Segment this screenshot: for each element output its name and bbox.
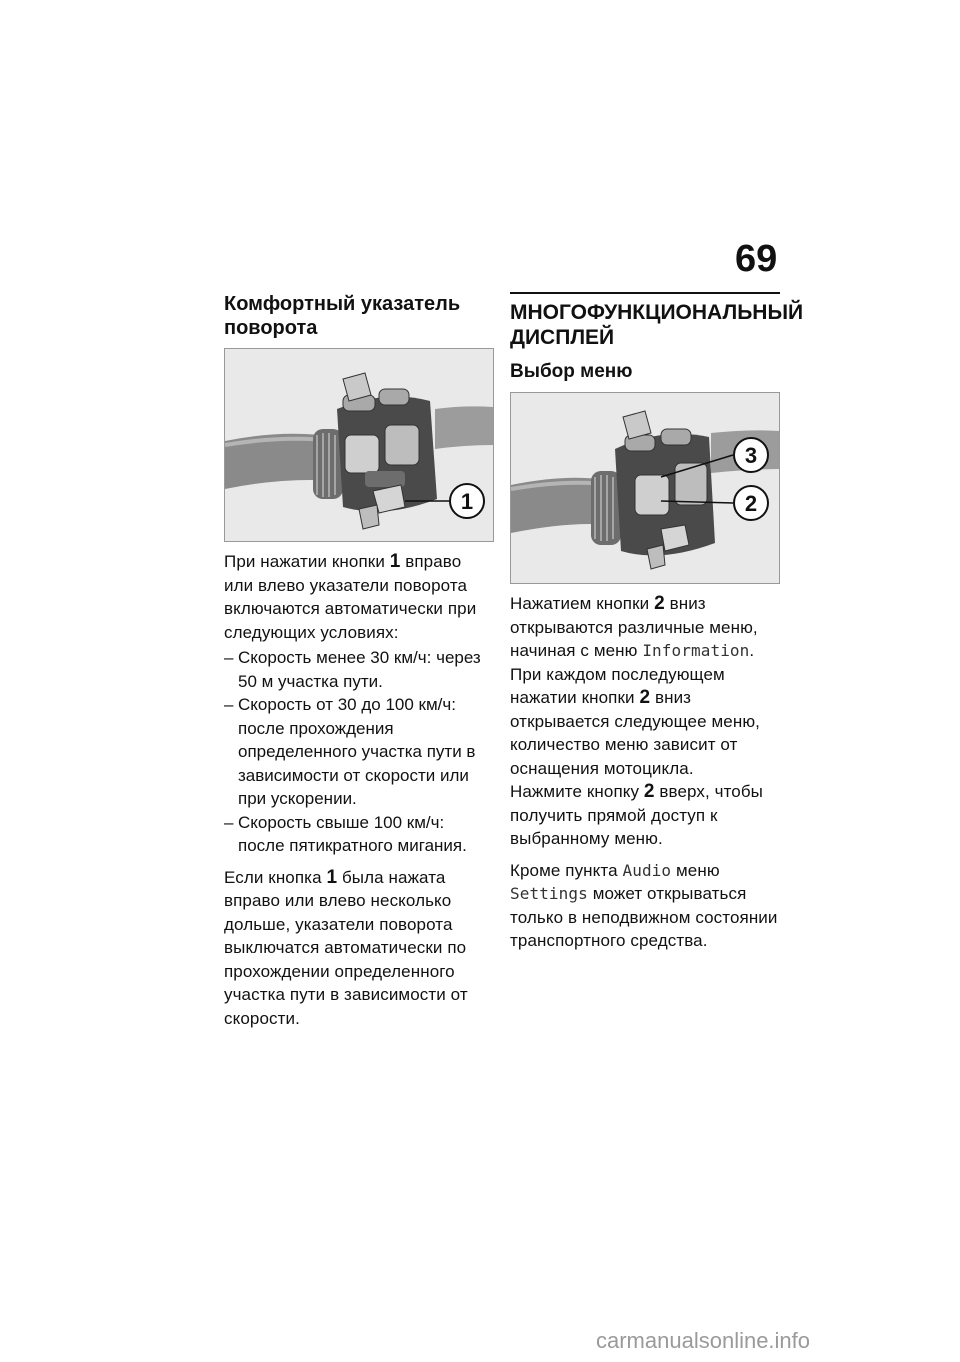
chapter-heading-wrap — [510, 292, 804, 350]
left-column — [224, 292, 494, 1038]
chapter-heading: МНОГОФУНКЦИОНАЛЬНЫЙ ДИСПЛЕЙ — [510, 301, 804, 349]
handlebar-illustration — [511, 393, 779, 583]
intro-paragraph — [224, 550, 494, 644]
list-item: – Скорость менее 30 км/ч: через 50 м участка пути. — [224, 646, 494, 693]
button-ref-2: 2 — [639, 687, 651, 708]
button-ref-2: 2 — [643, 781, 655, 802]
page-number: 69 — [735, 238, 778, 280]
figure-handlebar-switch-2-3 — [510, 392, 780, 584]
intro-text-b: вправо или влево указатели поворота включаются автоматически при следующих условиях: — [224, 552, 477, 642]
section-heading-turn-signal: Комфортный указатель поворота — [224, 293, 461, 339]
right-column — [510, 292, 804, 961]
callout-2: 2 — [744, 491, 758, 516]
watermark-text: carmanualsonline.info — [596, 1328, 811, 1353]
p1-text-c: . При каждом последующем нажатии кнопки — [510, 641, 755, 707]
button-ref-1: 1 — [326, 866, 338, 888]
button-ref-1: 1 — [389, 551, 401, 572]
p3-text-c: может открываться только в неподвижном состоянии транспортного средства. — [510, 884, 778, 950]
p2-text-b: вверх, чтобы получить прямой доступ к выбранному меню. — [510, 782, 764, 848]
subheading-menu-select: Выбор меню — [510, 361, 633, 382]
button-ref-2: 2 — [654, 593, 665, 614]
long-press-paragraph — [224, 866, 494, 1031]
p3-text-b: меню — [675, 860, 720, 880]
list-item: – Скорость свыше 100 км/ч: после пятикратного мигания. — [224, 811, 494, 858]
menu-open-paragraph — [510, 592, 780, 780]
list-item: – Скорость от 30 до 100 км/ч: после прохождения определенного участка пути в зависимости от скорости или при ускорении. — [224, 693, 494, 811]
figure-handlebar-switch-1 — [224, 348, 494, 542]
p1-text-d: вниз открывается следующее меню, количество меню зависит от оснащения мотоцикла. — [510, 688, 760, 778]
p1-text-a: Нажатием кнопки — [510, 594, 650, 613]
settings-note-paragraph — [510, 859, 780, 953]
menu-name-settings: Settings — [510, 884, 588, 903]
para2-text-b: была нажата вправо или влево несколько дольше, указатели поворота выключатся автоматически по прохождении определенного участка пути в зависимости от скорости. — [224, 867, 468, 1028]
handlebar-illustration — [225, 349, 493, 541]
menu-select-paragraph — [510, 780, 780, 851]
menu-item-audio: Audio — [622, 860, 672, 880]
p3-text-a: Кроме пункта — [510, 860, 618, 880]
callout-1: 1 — [460, 489, 474, 514]
callout-3: 3 — [744, 443, 758, 468]
p2-text-a: Нажмите кнопку — [510, 782, 640, 801]
intro-text-a: При нажатии кнопки — [224, 552, 385, 571]
p1-text-b: вниз открываются различные меню, начиная с меню — [510, 594, 758, 660]
conditions-list — [224, 646, 494, 858]
menu-name-information: Information — [642, 641, 750, 660]
para2-text-a: Если кнопка — [224, 867, 322, 887]
